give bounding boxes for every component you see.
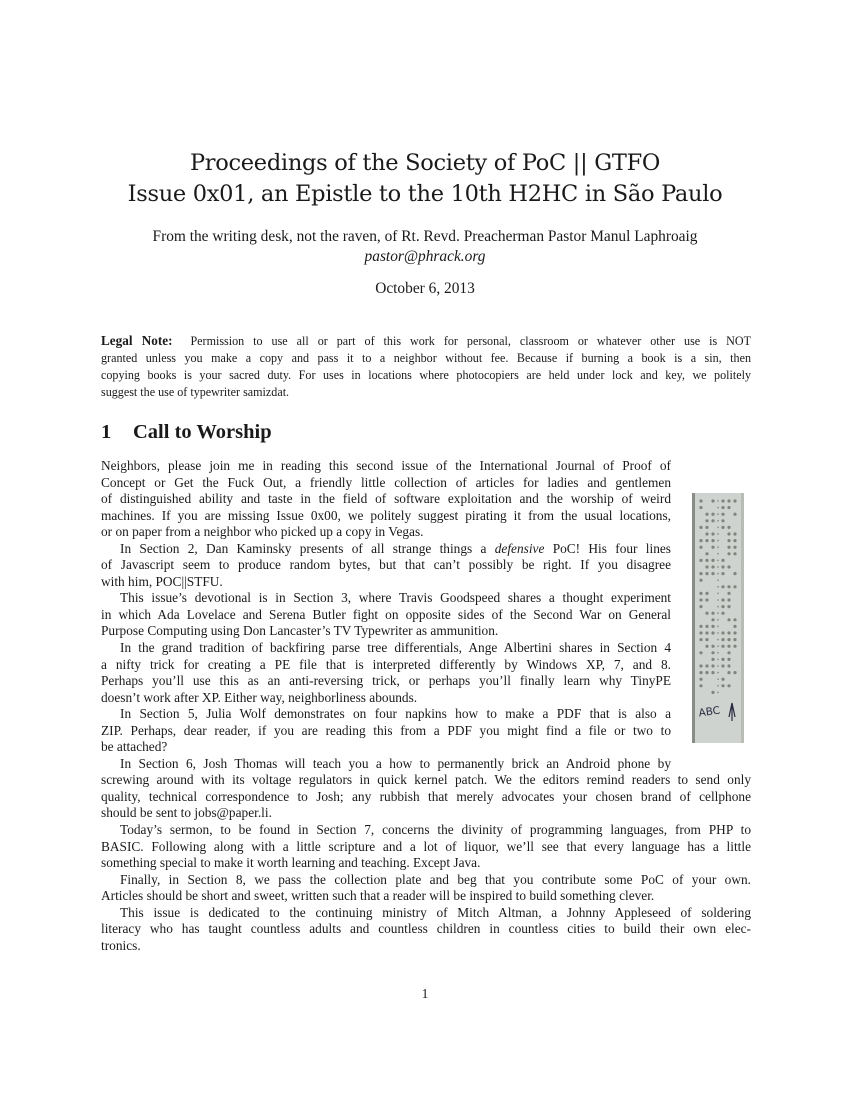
tape-hole — [721, 499, 724, 502]
tape-hole — [699, 631, 702, 634]
legal-note-line: suggest the use of typewriter samizdat. — [101, 385, 290, 399]
tape-hole — [699, 678, 702, 681]
tape-hole — [721, 513, 724, 516]
tape-hole — [721, 684, 724, 687]
tape-hole — [699, 539, 702, 542]
tape-hole — [711, 499, 714, 502]
tape-hole — [721, 631, 724, 634]
sprocket-hole — [717, 566, 719, 568]
tape-hole — [721, 565, 724, 568]
body-line: In Section 2, Dan Kaminsky presents of all strange things a defensive PoC! His four lines — [120, 540, 671, 556]
tape-edge — [692, 493, 695, 743]
sprocket-hole — [717, 639, 719, 641]
tape-hole — [705, 638, 708, 641]
tape-hole — [727, 552, 730, 555]
body-line: ZIP. Perhaps, dear reader, if you are reading this from a PDF you might find a file or two to — [101, 722, 671, 738]
body-line: Perhaps you’ll use this as an anti-reversing trick, or perhaps you’ll finally learn why TinyPE — [101, 673, 671, 689]
tape-hole — [705, 539, 708, 542]
sprocket-hole — [717, 553, 719, 555]
body-line: tronics. — [101, 937, 141, 953]
tape-hole — [705, 592, 708, 595]
tape-hole — [727, 638, 730, 641]
tape-edge — [741, 493, 744, 743]
tape-hole — [699, 598, 702, 601]
sprocket-hole — [717, 626, 719, 628]
tape-hole — [727, 539, 730, 542]
tape-hole — [705, 671, 708, 674]
body-line: or on paper from a neighbor who picked up a copy in Vegas. — [101, 524, 424, 540]
body-line: in which Ada Lovelace and Serena Butler fight on opposite sides of the Second War on General — [101, 606, 671, 622]
tape-hole — [711, 559, 714, 562]
tape-hole — [721, 645, 724, 648]
publication-date: October 6, 2013 — [375, 280, 475, 297]
tape-hole — [733, 539, 736, 542]
tape-hole — [733, 618, 736, 621]
tape-hole — [721, 572, 724, 575]
tape-hole — [705, 565, 708, 568]
tape-hole — [699, 506, 702, 509]
sprocket-hole — [717, 612, 719, 614]
sprocket-hole — [717, 546, 719, 548]
tape-hole — [699, 592, 702, 595]
tape-hole — [711, 612, 714, 615]
sprocket-hole — [717, 619, 719, 621]
handwritten-label: ABC — [697, 704, 721, 720]
tape-hole — [733, 625, 736, 628]
tape-hole — [705, 625, 708, 628]
body-line: quality, technical correspondence to Josh; any rubbish that merely advocates your chosen brand of cellphone — [101, 788, 751, 804]
tape-hole — [711, 539, 714, 542]
section-body — [101, 458, 751, 954]
paper-title-line1: Proceedings of the Society of PoC || GTFO — [189, 150, 661, 176]
tape-hole — [727, 664, 730, 667]
tape-hole — [721, 526, 724, 529]
tape-hole — [699, 671, 702, 674]
tape-hole — [727, 532, 730, 535]
sprocket-hole — [717, 520, 719, 522]
tape-hole — [711, 658, 714, 661]
page-number: 1 — [421, 986, 429, 1001]
body-line: be attached? — [101, 739, 168, 755]
sprocket-hole — [717, 500, 719, 502]
body-line: Finally, in Section 8, we pass the collection plate and beg that you contribute some PoC of your own. — [120, 871, 751, 887]
tape-hole — [705, 559, 708, 562]
tape-hole — [705, 552, 708, 555]
body-line: In Section 6, Josh Thomas will teach you a how to permanently brick an Android phone by — [120, 755, 671, 771]
tape-hole — [727, 526, 730, 529]
tape-hole — [699, 664, 702, 667]
legal-note-line: granted unless you make a copy and pass it to a neighbor without fee. Because if burning a book is a sin, then — [101, 351, 751, 365]
tape-hole — [733, 499, 736, 502]
tape-hole — [711, 572, 714, 575]
tape-hole — [705, 526, 708, 529]
legal-note-line: Legal Note: Permission to use all or part of this work for personal, classroom or whatever other use is NOT — [101, 333, 751, 348]
tape-hole — [721, 658, 724, 661]
tape-hole — [705, 645, 708, 648]
tape-hole — [699, 638, 702, 641]
legal-note-line: copying books is your sacred duty. For uses in locations where photocopiers are held under lock and key, we politely — [101, 368, 751, 382]
tape-hole — [721, 605, 724, 608]
sprocket-hole — [717, 560, 719, 562]
tape-hole — [721, 559, 724, 562]
section-number: 1 — [101, 421, 112, 443]
sprocket-hole — [717, 507, 719, 509]
sprocket-hole — [717, 593, 719, 595]
tape-hole — [721, 664, 724, 667]
tape-hole — [711, 651, 714, 654]
tape-hole — [699, 684, 702, 687]
tape-hole — [699, 625, 702, 628]
body-line: Neighbors, please join me in reading this second issue of the International Journal of Proof of — [101, 458, 671, 473]
tape-hole — [727, 592, 730, 595]
tape-hole — [727, 684, 730, 687]
body-line: Articles should be short and sweet, written such that a reader will be inspired to build something clever. — [101, 888, 655, 904]
tape-hole — [705, 598, 708, 601]
tape-hole — [721, 638, 724, 641]
tape-hole — [727, 598, 730, 601]
tape-hole — [711, 565, 714, 568]
tape-hole — [699, 651, 702, 654]
tape-hole — [727, 585, 730, 588]
sprocket-hole — [717, 659, 719, 661]
sprocket-hole — [717, 533, 719, 535]
body-line: doesn’t work after XP. Either way, neighborliness abounds. — [101, 689, 418, 705]
sprocket-hole — [717, 645, 719, 647]
sprocket-hole — [717, 573, 719, 575]
tape-hole — [727, 565, 730, 568]
tape-hole — [733, 513, 736, 516]
tape-hole — [733, 671, 736, 674]
tape-hole — [711, 625, 714, 628]
tape-hole — [721, 598, 724, 601]
tape-hole — [699, 526, 702, 529]
body-line: with him, POC||STFU. — [101, 573, 223, 589]
punched-tape-photo — [692, 493, 744, 743]
sprocket-hole — [717, 540, 719, 542]
tape-hole — [727, 618, 730, 621]
paper-title-line2: Issue 0x01, an Epistle to the 10th H2HC in São Paulo — [127, 181, 723, 207]
sprocket-hole — [717, 632, 719, 634]
tape-hole — [727, 671, 730, 674]
tape-hole — [711, 546, 714, 549]
body-line: In Section 5, Julia Wolf demonstrates on four napkins how to make a PDF that is also a — [120, 706, 671, 722]
body-line: Concept or Get the Fuck Out, a friendly little collection of articles for ladies and gentlemen — [101, 474, 671, 490]
legal-note-label: Legal Note: — [101, 333, 173, 348]
body-line: This issue is dedicated to the continuing ministry of Mitch Altman, a Johnny Appleseed of soldering — [120, 904, 751, 920]
tape-hole — [711, 671, 714, 674]
body-line: a nifty trick for creating a PE file that is interpreted differently by Windows XP, 7, and 8. — [101, 656, 671, 672]
tape-hole — [705, 572, 708, 575]
tape-hole — [721, 612, 724, 615]
tape-hole — [699, 572, 702, 575]
tape-hole — [711, 519, 714, 522]
tape-hole — [711, 513, 714, 516]
tape-hole — [727, 605, 730, 608]
tape-hole — [733, 546, 736, 549]
tape-hole — [727, 658, 730, 661]
legal-note — [101, 332, 751, 401]
tape-hole — [721, 585, 724, 588]
tape-hole — [727, 506, 730, 509]
emphasis-text: defensive — [494, 540, 545, 556]
sprocket-hole — [717, 678, 719, 680]
body-line: machines. If you are missing Issue 0x00, we politely suggest pirating it from the usual locations, — [101, 507, 671, 523]
tape-hole — [711, 645, 714, 648]
sprocket-hole — [717, 606, 719, 608]
tape-hole — [727, 499, 730, 502]
sprocket-hole — [717, 652, 719, 654]
tape-hole — [699, 579, 702, 582]
author-email: pastor@phrack.org — [364, 248, 486, 265]
tape-hole — [733, 552, 736, 555]
sprocket-hole — [717, 672, 719, 674]
body-line: of Javascript seem to produce random bytes, but that can’t possibly be right. If you disagree — [101, 557, 671, 573]
tape-hole — [721, 678, 724, 681]
sprocket-hole — [717, 579, 719, 581]
tape-hole — [705, 513, 708, 516]
tape-hole — [705, 664, 708, 667]
tape-hole — [733, 645, 736, 648]
tape-hole — [721, 519, 724, 522]
tape-hole — [711, 618, 714, 621]
body-line: BASIC. Following along with a little scripture and a lot of liquor, we’ll see that every language has a little — [101, 838, 751, 854]
tape-hole — [699, 499, 702, 502]
tape-hole — [705, 532, 708, 535]
tape-hole — [699, 559, 702, 562]
tape-hole — [699, 605, 702, 608]
body-line: In the grand tradition of backfiring parse tree differentials, Ange Albertini shares in Section 4 — [120, 640, 671, 656]
author-line: From the writing desk, not the raven, of Rt. Revd. Preacherman Pastor Manul Laphroaig — [152, 228, 698, 245]
body-line: Purpose Computing using Don Lancaster’s TV Typewriter as ammunition. — [101, 623, 499, 639]
sprocket-hole — [717, 513, 719, 515]
tape-hole — [705, 631, 708, 634]
tape-hole — [733, 631, 736, 634]
tape-hole — [711, 691, 714, 694]
tape-hole — [727, 631, 730, 634]
tape-hole — [733, 532, 736, 535]
body-line: Today’s sermon, to be found in Section 7, concerns the divinity of programming languages, from PHP to — [120, 822, 751, 838]
sprocket-hole — [717, 527, 719, 529]
sprocket-hole — [717, 685, 719, 687]
tape-hole — [711, 664, 714, 667]
sprocket-hole — [717, 692, 719, 694]
tape-hole — [711, 532, 714, 535]
tape-hole — [733, 638, 736, 641]
body-line: screwing around with its voltage regulators in quick kernel patch. We the editors remind readers to send only — [101, 772, 751, 788]
tape-hole — [705, 519, 708, 522]
tape-hole — [699, 546, 702, 549]
tape-hole — [727, 651, 730, 654]
body-line: literacy who has taught countless adults and countless children in countless cities to build their own elec- — [101, 921, 751, 937]
section-title: Call to Worship — [133, 421, 272, 443]
sprocket-hole — [717, 665, 719, 667]
tape-hole — [727, 546, 730, 549]
tape-hole — [705, 612, 708, 615]
body-line: should be sent to jobs@paper.li. — [101, 805, 272, 821]
tape-hole — [733, 585, 736, 588]
tape-hole — [727, 645, 730, 648]
tape-hole — [711, 631, 714, 634]
tape-hole — [721, 506, 724, 509]
section-heading — [101, 421, 272, 444]
sprocket-hole — [717, 586, 719, 588]
body-line: of distinguished ability and taste in the field of software exploitation and the worship of weird — [101, 491, 671, 507]
body-line: This issue’s devotional is in Section 3, where Travis Goodspeed shares a thought experiment — [120, 590, 671, 606]
sprocket-hole — [717, 599, 719, 601]
tape-hole — [733, 572, 736, 575]
body-line: something special to make it worth learning and teaching. Except Java. — [101, 855, 481, 871]
